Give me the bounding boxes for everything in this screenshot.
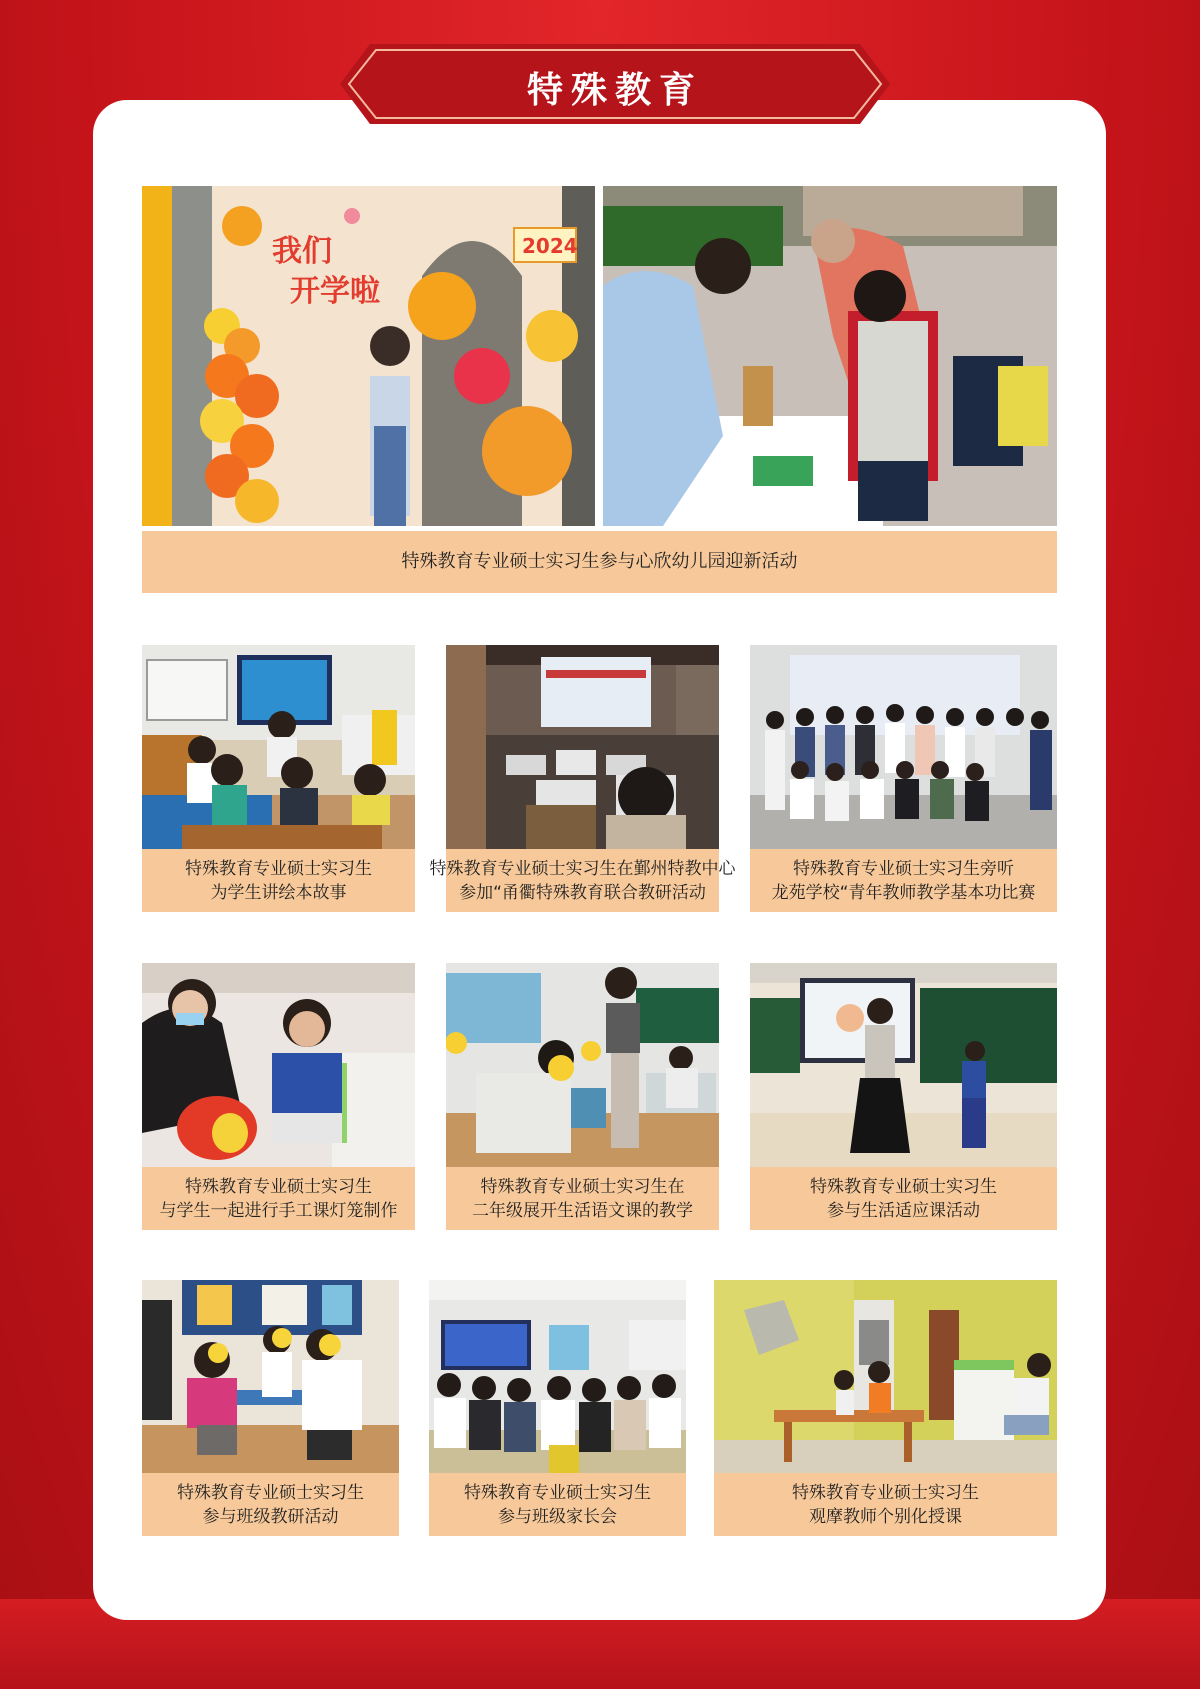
caption-line: 特殊教育专业硕士实习生在 [480,1176,685,1197]
caption-grid-1 [142,849,415,912]
caption-line: 龙苑学校“青年教师教学基本功比赛 [771,882,1036,903]
caption-line: 特殊教育专业硕士实习生 [185,1176,372,1197]
caption-grid-8 [429,1473,686,1536]
caption-line: 特殊教育专业硕士实习生旁听 [793,858,1014,879]
caption-line: 特殊教育专业硕士实习生 [177,1482,364,1503]
caption-grid-4 [142,1167,415,1230]
sign-text-line2: 开学啦 [290,274,380,309]
caption-line: 特殊教育专业硕士实习生 [464,1482,651,1503]
photo-picture-book [142,645,415,849]
caption-grid-3 [750,849,1057,912]
caption-line: 参与生活适应课活动 [827,1200,980,1221]
caption-line: 参与班级家长会 [498,1506,617,1527]
caption-grid-9 [714,1473,1057,1536]
caption-line: 参加“甬衢特殊教育联合教研活动 [459,882,706,903]
photo-lantern-craft [142,963,415,1167]
caption-line: 特殊教育专业硕士实习生 [185,858,372,879]
caption-line: 特殊教育专业硕士实习生参与心欣幼儿园迎新活动 [401,551,798,572]
caption-line: 二年级展开生活语文课的教学 [472,1200,693,1221]
photo-welcome-activity [603,186,1057,526]
photo-chinese-lesson [446,963,719,1167]
caption-line: 为学生讲绘本故事 [210,882,347,903]
photo-life-adaptation [750,963,1057,1167]
caption-grid-5 [446,1167,719,1230]
caption-welcome [142,531,1057,593]
photo-welcome-sign [142,186,595,526]
caption-line: 参与班级教研活动 [202,1506,339,1527]
caption-grid-6 [750,1167,1057,1230]
caption-line: 观摩教师个别化授课 [809,1506,962,1527]
caption-line: 与学生一起进行手工课灯笼制作 [159,1200,398,1221]
photo-individual-teaching [714,1280,1057,1473]
caption-grid-2 [429,849,736,912]
sign-year: 2024 [522,234,578,258]
photo-parent-meeting [429,1280,686,1473]
photo-joint-research [446,645,719,849]
caption-line: 特殊教育专业硕士实习生在鄞州特教中心 [429,858,736,879]
photo-teaching-competition [750,645,1057,849]
caption-grid-7 [142,1473,399,1536]
page-title: 特殊教育 [526,70,703,111]
caption-line: 特殊教育专业硕士实习生 [792,1482,979,1503]
photo-class-research [142,1280,399,1473]
caption-line: 特殊教育专业硕士实习生 [810,1176,997,1197]
title-banner [340,44,890,124]
sign-text-line1: 我们 [272,234,332,269]
